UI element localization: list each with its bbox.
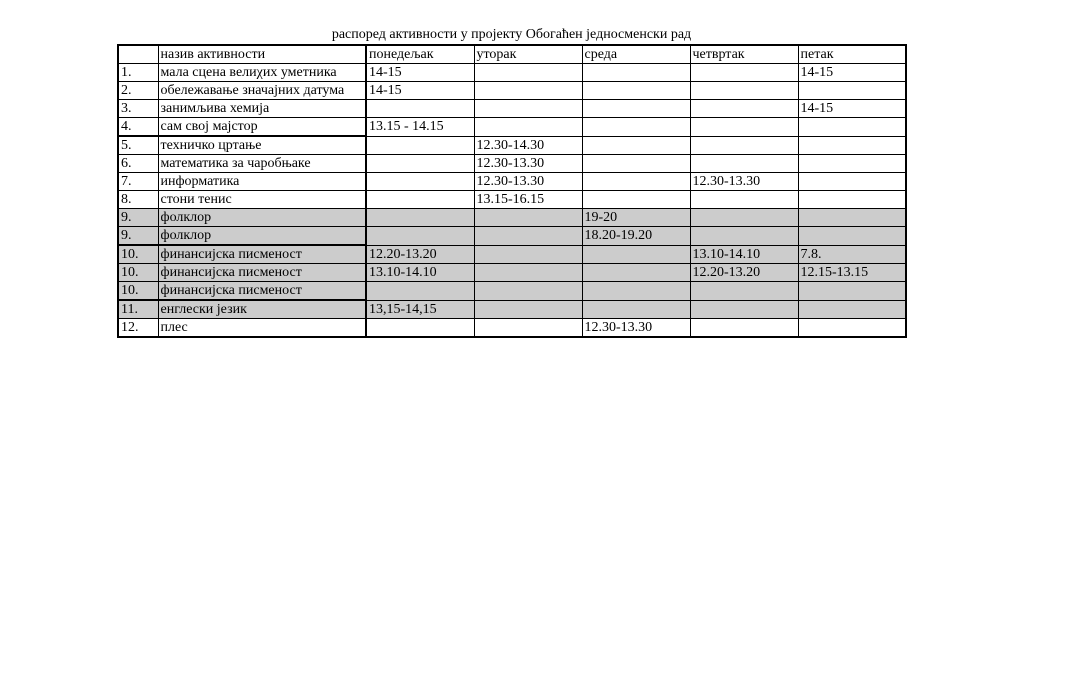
time-cell-thursday bbox=[690, 100, 798, 118]
time-cell-tuesday bbox=[474, 118, 582, 137]
time-cell-monday: 12.20-13.20 bbox=[366, 245, 474, 264]
page-title: распоред активности у пројекту Обогаћен једносменски рад bbox=[331, 27, 692, 42]
row-number-cell: 6. bbox=[118, 155, 158, 173]
header-cell-tuesday: уторак bbox=[474, 45, 582, 64]
row-number-cell: 10. bbox=[118, 264, 158, 282]
time-cell-monday bbox=[366, 227, 474, 246]
time-cell-wednesday bbox=[582, 155, 690, 173]
activity-name-cell: финансијска писменост bbox=[158, 245, 366, 264]
row-number-cell: 3. bbox=[118, 100, 158, 118]
activity-name-cell: обележавање значајних датума bbox=[158, 82, 366, 100]
time-cell-thursday bbox=[690, 209, 798, 227]
time-cell-friday: 14-15 bbox=[798, 100, 906, 118]
time-cell-friday bbox=[798, 173, 906, 191]
time-cell-tuesday bbox=[474, 82, 582, 100]
table-row bbox=[118, 136, 906, 155]
time-cell-friday bbox=[798, 136, 906, 155]
time-cell-tuesday bbox=[474, 100, 582, 118]
time-cell-monday bbox=[366, 319, 474, 338]
row-number-cell: 9. bbox=[118, 209, 158, 227]
table-row bbox=[118, 264, 906, 282]
table-row bbox=[118, 282, 906, 301]
time-cell-monday: 13,15-14,15 bbox=[366, 300, 474, 319]
time-cell-thursday: 12.30-13.30 bbox=[690, 173, 798, 191]
table-row bbox=[118, 245, 906, 264]
row-number-cell: 11. bbox=[118, 300, 158, 319]
header-cell-activity-name: назив активности bbox=[158, 45, 366, 64]
time-cell-monday bbox=[366, 209, 474, 227]
time-cell-friday: 14-15 bbox=[798, 64, 906, 82]
activity-name-cell: занимљива хемија bbox=[158, 100, 366, 118]
row-number-cell: 10. bbox=[118, 245, 158, 264]
activity-name-cell: плес bbox=[158, 319, 366, 338]
table-row bbox=[118, 209, 906, 227]
time-cell-wednesday bbox=[582, 173, 690, 191]
time-cell-tuesday bbox=[474, 300, 582, 319]
time-cell-wednesday bbox=[582, 118, 690, 137]
activity-name-cell: финансијска писменост bbox=[158, 264, 366, 282]
time-cell-wednesday bbox=[582, 136, 690, 155]
activity-name-cell: фолклор bbox=[158, 209, 366, 227]
time-cell-wednesday bbox=[582, 191, 690, 209]
time-cell-thursday bbox=[690, 155, 798, 173]
time-cell-monday: 14-15 bbox=[366, 64, 474, 82]
table-row bbox=[118, 319, 906, 338]
time-cell-monday: 14-15 bbox=[366, 82, 474, 100]
row-number-cell: 4. bbox=[118, 118, 158, 137]
time-cell-tuesday bbox=[474, 282, 582, 301]
time-cell-thursday bbox=[690, 282, 798, 301]
time-cell-monday: 13.10-14.10 bbox=[366, 264, 474, 282]
row-number-cell: 1. bbox=[118, 64, 158, 82]
time-cell-friday bbox=[798, 282, 906, 301]
time-cell-tuesday: 12.30-13.30 bbox=[474, 173, 582, 191]
time-cell-wednesday bbox=[582, 300, 690, 319]
time-cell-wednesday: 12.30-13.30 bbox=[582, 319, 690, 338]
activity-name-cell: стони тенис bbox=[158, 191, 366, 209]
time-cell-tuesday: 12.30-14.30 bbox=[474, 136, 582, 155]
time-cell-tuesday bbox=[474, 227, 582, 246]
table-row bbox=[118, 173, 906, 191]
time-cell-friday bbox=[798, 82, 906, 100]
row-number-cell: 5. bbox=[118, 136, 158, 155]
time-cell-friday: 12.15-13.15 bbox=[798, 264, 906, 282]
time-cell-wednesday bbox=[582, 245, 690, 264]
header-cell-thursday: четвртак bbox=[690, 45, 798, 64]
header-cell-number bbox=[118, 45, 158, 64]
time-cell-thursday bbox=[690, 227, 798, 246]
table-row bbox=[118, 118, 906, 137]
time-cell-tuesday bbox=[474, 264, 582, 282]
time-cell-thursday: 13.10-14.10 bbox=[690, 245, 798, 264]
time-cell-friday bbox=[798, 227, 906, 246]
time-cell-wednesday bbox=[582, 82, 690, 100]
time-cell-monday bbox=[366, 282, 474, 301]
time-cell-wednesday bbox=[582, 100, 690, 118]
activity-name-cell: сам свој мајстор bbox=[158, 118, 366, 137]
table-header-row bbox=[118, 45, 906, 64]
time-cell-thursday bbox=[690, 136, 798, 155]
time-cell-monday bbox=[366, 155, 474, 173]
activity-name-cell: мала сцена велиχих уметника bbox=[158, 64, 366, 82]
row-number-cell: 7. bbox=[118, 173, 158, 191]
time-cell-thursday bbox=[690, 300, 798, 319]
time-cell-monday bbox=[366, 100, 474, 118]
time-cell-wednesday bbox=[582, 282, 690, 301]
time-cell-thursday bbox=[690, 64, 798, 82]
schedule-table bbox=[117, 44, 907, 338]
row-number-cell: 10. bbox=[118, 282, 158, 301]
row-number-cell: 8. bbox=[118, 191, 158, 209]
activity-name-cell: информатика bbox=[158, 173, 366, 191]
table-row bbox=[118, 64, 906, 82]
header-cell-friday: петак bbox=[798, 45, 906, 64]
time-cell-tuesday bbox=[474, 209, 582, 227]
time-cell-monday bbox=[366, 173, 474, 191]
time-cell-friday bbox=[798, 191, 906, 209]
table-row bbox=[118, 100, 906, 118]
time-cell-wednesday bbox=[582, 64, 690, 82]
time-cell-friday bbox=[798, 209, 906, 227]
time-cell-friday bbox=[798, 118, 906, 137]
time-cell-tuesday bbox=[474, 319, 582, 338]
table-row bbox=[118, 82, 906, 100]
row-number-cell: 2. bbox=[118, 82, 158, 100]
activity-name-cell: фолклор bbox=[158, 227, 366, 246]
time-cell-friday bbox=[798, 300, 906, 319]
table-row bbox=[118, 300, 906, 319]
time-cell-tuesday: 13.15-16.15 bbox=[474, 191, 582, 209]
header-cell-wednesday: среда bbox=[582, 45, 690, 64]
row-number-cell: 9. bbox=[118, 227, 158, 246]
activity-name-cell: финансијска писменост bbox=[158, 282, 366, 301]
table-row bbox=[118, 155, 906, 173]
activity-name-cell: математика за чаробњаке bbox=[158, 155, 366, 173]
time-cell-tuesday bbox=[474, 64, 582, 82]
time-cell-wednesday: 18.20-19.20 bbox=[582, 227, 690, 246]
time-cell-friday bbox=[798, 319, 906, 338]
time-cell-monday: 13.15 - 14.15 bbox=[366, 118, 474, 137]
time-cell-thursday: 12.20-13.20 bbox=[690, 264, 798, 282]
table-row bbox=[118, 191, 906, 209]
row-number-cell: 12. bbox=[118, 319, 158, 338]
time-cell-tuesday bbox=[474, 245, 582, 264]
time-cell-monday bbox=[366, 191, 474, 209]
time-cell-wednesday bbox=[582, 264, 690, 282]
table-row bbox=[118, 227, 906, 246]
time-cell-wednesday: 19-20 bbox=[582, 209, 690, 227]
header-cell-monday: понедељак bbox=[366, 45, 474, 64]
time-cell-tuesday: 12.30-13.30 bbox=[474, 155, 582, 173]
activity-name-cell: енглески језик bbox=[158, 300, 366, 319]
time-cell-thursday bbox=[690, 118, 798, 137]
time-cell-friday bbox=[798, 155, 906, 173]
time-cell-thursday bbox=[690, 191, 798, 209]
activity-name-cell: техничко цртање bbox=[158, 136, 366, 155]
time-cell-thursday bbox=[690, 319, 798, 338]
time-cell-monday bbox=[366, 136, 474, 155]
time-cell-thursday bbox=[690, 82, 798, 100]
time-cell-friday: 7.8. bbox=[798, 245, 906, 264]
